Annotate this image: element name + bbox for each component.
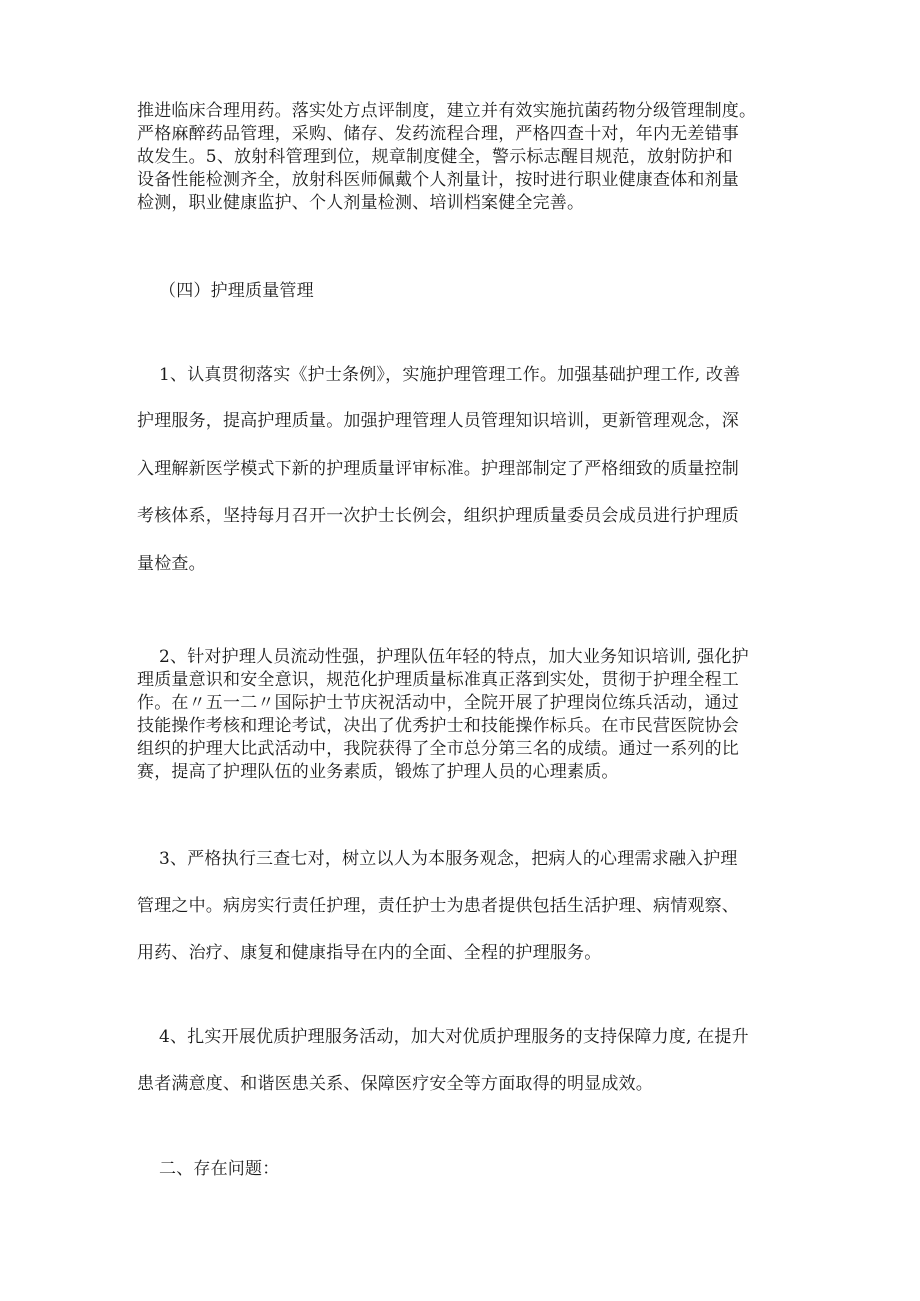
paragraph-line: 组织的护理大比武活动中，我院获得了全市总分第三名的成绩。通过一系列的比 <box>137 739 739 759</box>
paragraph-line: 考核体系，坚持每月召开一次护士长例会，组织护理质量委员会成员进行护理质 <box>137 506 739 526</box>
paragraph-line: 作。在〃五一二〃国际护士节庆祝活动中，全院开展了护理岗位练兵活动，通过 <box>137 693 739 713</box>
section-heading-nursing-quality: （四）护理质量管理 <box>159 281 314 301</box>
paragraph-line: 赛，提高了护理队伍的业务素质，锻炼了护理人员的心理素质。 <box>137 762 619 782</box>
paragraph-line: 量检查。 <box>137 554 206 574</box>
paragraph-line: 用药、治疗、康复和健康指导在内的全面、全程的护理服务。 <box>137 943 602 963</box>
paragraph-line: 患者满意度、和谐医患关系、保障医疗安全等方面取得的明显成效。 <box>137 1074 653 1094</box>
paragraph-line: 入理解新医学模式下新的护理质量评审标准。护理部制定了严格细致的质量控制 <box>137 459 739 479</box>
paragraph-line: 4、扎实开展优质护理服务活动，加大对优质护理服务的支持保障力度, 在提升 <box>159 1027 749 1047</box>
paragraph-line: 1、认真贯彻落实《护士条例》，实施护理管理工作。加强基础护理工作, 改善 <box>159 365 741 385</box>
paragraph-line: 技能操作考核和理论考试，决出了优秀护士和技能操作标兵。在市民营医院协会 <box>137 716 739 736</box>
paragraph-line: 理质量意识和安全意识，规范化护理质量标准真正落到实处，贯彻于护理全程工 <box>137 670 739 690</box>
paragraph-line: 推进临床合理用药。落实处方点评制度，建立并有效实施抗菌药物分级管理制度。 <box>137 101 757 121</box>
paragraph-line: 严格麻醉药品管理，采购、储存、发药流程合理，严格四查十对，年内无差错事 <box>137 124 739 144</box>
paragraph-line: 设备性能检测齐全，放射科医师佩戴个人剂量计，按时进行职业健康查体和剂量 <box>137 170 739 190</box>
paragraph-line: 2、针对护理人员流动性强，护理队伍年轻的特点，加大业务知识培训, 强化护 <box>159 647 749 667</box>
paragraph-line: 护理服务，提高护理质量。加强护理管理人员管理知识培训，更新管理观念，深 <box>137 411 739 431</box>
paragraph-line: 3、严格执行三查七对，树立以人为本服务观念，把病人的心理需求融入护理 <box>159 849 738 869</box>
paragraph-line: 检测，职业健康监护、个人剂量检测、培训档案健全完善。 <box>137 193 585 213</box>
paragraph-line: 管理之中。病房实行责任护理，责任护士为患者提供包括生活护理、病情观察、 <box>137 896 739 916</box>
paragraph-line: 故发生。5、放射科管理到位，规章制度健全，警示标志醒目规范，放射防护和 <box>137 147 733 167</box>
section-heading-existing-problems: 二、存在问题： <box>159 1159 280 1179</box>
